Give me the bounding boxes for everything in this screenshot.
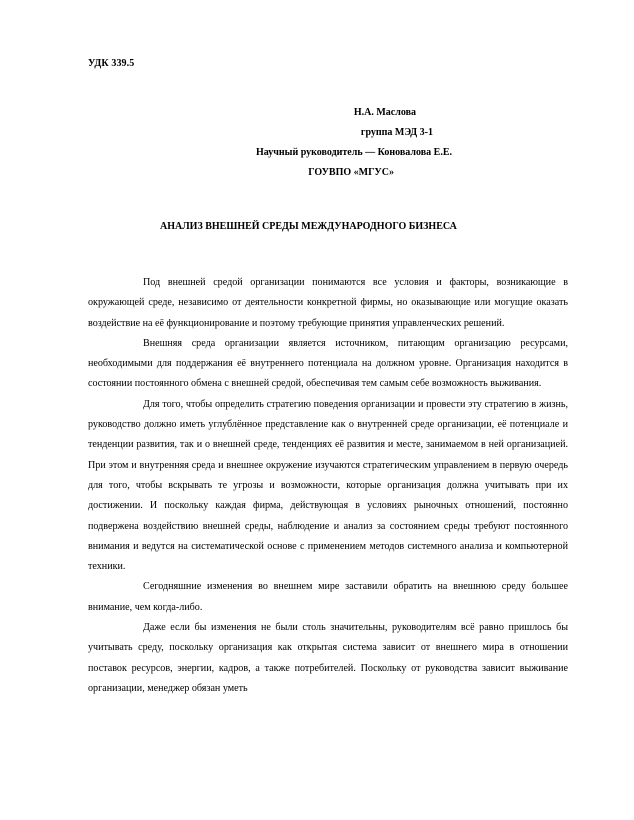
supervisor: Научный руководитель — Коновалова Е.Е. bbox=[255, 147, 452, 158]
paragraph: Сегодняшние изменения во внешнем мире заставили обратить на внешнюю среду большее внимание, чем когда-либо. bbox=[88, 581, 568, 613]
author-group: группа МЭД 3-1 bbox=[360, 127, 433, 138]
paragraph: Для того, чтобы определить стратегию поведения организации и провести эту стратегию в жизнь, руководство должно иметь углублённое представление как о внутренней среде организации, её потенциале и тенденции развития, так и о внешней среде, тенденциях её развития и месте, занимаемом в ней организацией. При этом и внутренняя среда и внешнее окружение изучаются стратегическим управлением в первую очередь для того, чтобы вскрывать те угрозы и возможности, которые организация должна учитывать при их достижении. И поскольку каждая фирма, действующая в условиях рыночных отношений, постоянно подвержена воздействию внешней среды, наблюдение и анализ за состоянием среды требуют постоянного внимания и ведутся на систематической основе с применением методов системного анализа и компьютерной техники. bbox=[88, 398, 568, 573]
institution: ГОУВПО «МГУС» bbox=[308, 167, 394, 178]
udk-code: УДК 339.5 bbox=[88, 58, 135, 69]
author-name: Н.А. Маслова bbox=[353, 107, 416, 118]
paragraph: Даже если бы изменения не были столь значительны, руководителям всё равно пришлось бы учитывать среду, поскольку организация как открытая система зависит от внешнего мира в отношении поставок ресурсов, энергии, кадров, а также потребителей. Поскольку от руководства зависит выживание организации, менеджер обязан уметь bbox=[88, 622, 568, 694]
paragraph: Внешняя среда организации является источником, питающим организацию ресурсами, необходимыми для поддержания её внутреннего потенциала на должном уровне. Организация находится в состоянии постоянного обмена с внешней средой, обеспечивая тем самым себе возможность выживания. bbox=[88, 337, 568, 390]
paragraph: Под внешней средой организации понимаются все условия и факторы, возникающие в окружающей среде, независимо от деятельности конкретной фирмы, но оказывающие или могущие оказать воздействие на её функционирование и поэтому требующие принятия управленческих решений. bbox=[88, 277, 568, 329]
body-text bbox=[88, 273, 568, 699]
paper-title: АНАЛИЗ ВНЕШНЕЙ СРЕДЫ МЕЖДУНАРОДНОГО БИЗНЕСА bbox=[160, 221, 457, 232]
author-block bbox=[88, 103, 578, 183]
